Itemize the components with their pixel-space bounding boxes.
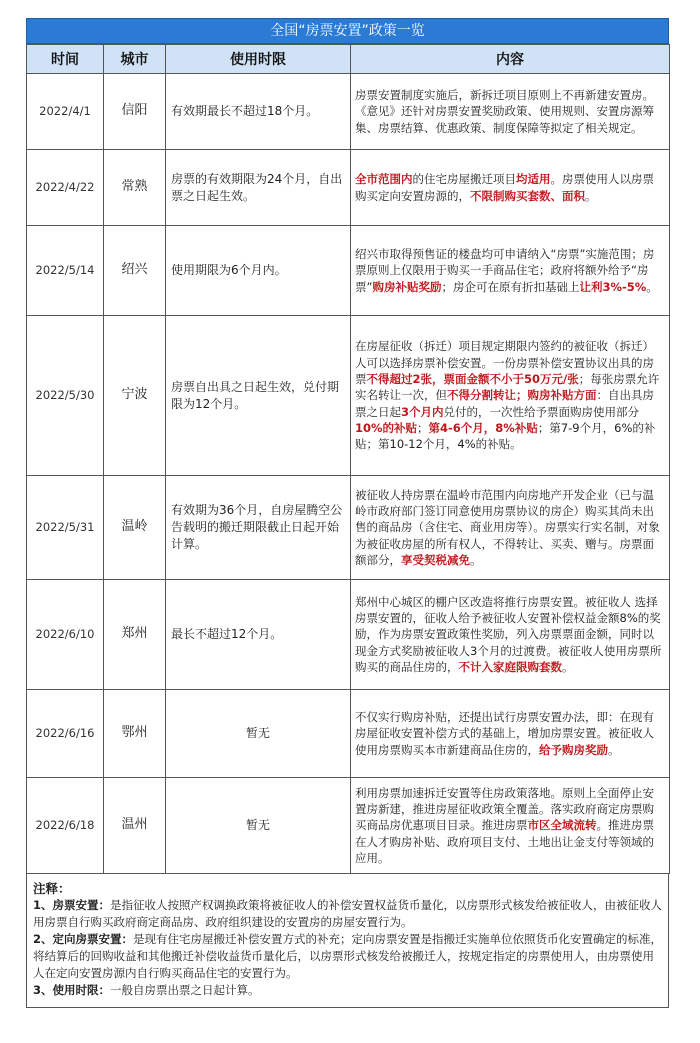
table-body xyxy=(27,74,670,874)
policy-table-container xyxy=(26,18,669,1008)
note-text: 一般自房票出票之日起计算。 xyxy=(110,983,260,997)
table-row xyxy=(27,150,670,226)
row-content xyxy=(351,778,670,874)
policy-table xyxy=(26,44,670,874)
row-period: 有效期最长不超过18个月。 xyxy=(166,74,351,150)
content-text: 郑州中心城区的棚户区改造将推行房票安置。被征收人 选择房票安置的，征收人给予被征收人安置补偿权益金额8%的奖励，作为房票安置政策性奖励，列入房票票面金额，同时以现金方式奖励被征收人3个月的过渡费。被征收人使用房票所购买的商品住房的， xyxy=(355,594,662,674)
highlight-text: 全市范围内 xyxy=(355,172,413,187)
content-text: ；第7-9个月，6%的补贴；第10-12个月，4%的补贴。 xyxy=(355,420,656,452)
row-period: 有效期为36个月，自房屋腾空公告载明的搬迁期限截止日起开始计算。 xyxy=(166,476,351,580)
note-text: 是现有住宅房屋搬迁补偿安置方式的补充；定向房票安置是指搬迁实施单位依照货币化安置确定的标准，将结算后的回购收益和其他搬迁补偿收益货币量化后，以房票形式核发给被搬迁人，按规定指定的房票使用人，由房票使用人在定向安置房源内自行购买商品住宅的安置行为。 xyxy=(33,932,663,980)
row-date: 2022/6/10 xyxy=(27,580,104,690)
table-row xyxy=(27,476,670,580)
content-text: ；房企可在原有折扣基础上 xyxy=(441,279,580,294)
table-row xyxy=(27,316,670,476)
highlight-text: 享受契税减免 xyxy=(401,552,470,567)
row-period: 房票的有效期限为24个月，自出票之日起生效。 xyxy=(166,150,351,226)
row-city: 温州 xyxy=(104,778,166,874)
header-time: 时间 xyxy=(27,45,104,74)
row-content xyxy=(351,476,670,580)
table-title: 全国“房票安置”政策一览 xyxy=(26,18,669,44)
note-label: 2、定向房票安置： xyxy=(33,932,134,946)
content-text: 被征收人持房票在温岭市范围内向房地产开发企业（已与温岭市政府部门签订同意使用房票协议的房企）购买其尚未出售的商品房（含住宅、商业用房等）。房票实行实名制，对象为被征收房屋的所有权人，不得转让、买卖、赠与。房票面额部分， xyxy=(355,487,660,567)
highlight-text: 购房补贴奖励 xyxy=(372,279,442,294)
row-content xyxy=(351,580,670,690)
table-row xyxy=(27,690,670,778)
row-date: 2022/6/16 xyxy=(27,690,104,778)
highlight-text: 不得分割转让；购房补贴方面 xyxy=(447,388,597,403)
content-text: ：自出具房票之日起 xyxy=(355,388,654,419)
row-period: 最长不超过12个月。 xyxy=(166,580,351,690)
row-city: 宁波 xyxy=(104,316,166,476)
content-text: 在房屋征收（拆迁）项目规定期限内签约的被征收（拆迁）人可以选择房票补偿安置。一份房票补偿安置协议出具的房票 xyxy=(355,339,654,387)
header-row xyxy=(27,45,670,74)
notes-list xyxy=(33,897,662,999)
row-city: 信阳 xyxy=(104,74,166,150)
content-text: 。 xyxy=(585,188,597,203)
row-content xyxy=(351,316,670,476)
highlight-text: 给予购房奖励 xyxy=(539,742,608,757)
row-period: 使用期限为6个月内。 xyxy=(166,226,351,316)
row-date: 2022/4/22 xyxy=(27,150,104,226)
content-text: 的住宅房屋搬迁项目 xyxy=(412,172,516,187)
content-text: 。 xyxy=(562,659,574,674)
content-text: 利用房票加速拆迁安置等住房政策落地。原则上全面停止安置房新建，推进房屋征收政策全覆盖。落实政府商定房票购买商品房优惠项目目录。推进房票 xyxy=(355,785,654,833)
row-content xyxy=(351,74,670,150)
content-text: 不仅实行购房补贴，还提出试行房票安置办法，即：在现有房屋征收安置补偿方式的基础上，增加房票安置。被征收人使用房票购买本市新建商品住房的， xyxy=(355,710,654,757)
row-content xyxy=(351,150,670,226)
content-text: 绍兴市取得预售证的楼盘均可申请纳入“房票”实施范围；房票原则上仅限用于购买一手商品住宅；政府将额外给予“房票” xyxy=(355,247,655,294)
highlight-text: 市区全域流转 xyxy=(527,818,597,833)
row-content xyxy=(351,226,670,316)
content-text: 。 xyxy=(608,742,620,757)
notes-heading: 注释： xyxy=(33,881,71,896)
content-text: 。房票使用人以房票购买定向安置房源的， xyxy=(355,172,654,203)
content-text: ； xyxy=(417,420,429,435)
row-content xyxy=(351,690,670,778)
content-text: ；每张房票允许实名转让一次，但 xyxy=(355,372,660,403)
highlight-text: 第4-6个月，8%补贴 xyxy=(428,420,538,435)
row-date: 2022/5/31 xyxy=(27,476,104,580)
row-date: 2022/5/30 xyxy=(27,316,104,476)
row-date: 2022/5/14 xyxy=(27,226,104,316)
highlight-text: 不得超过2张，票面金额不小于50万元/张 xyxy=(366,372,579,387)
content-text: 。 xyxy=(470,552,482,567)
row-period: 房票自出具之日起生效，兑付期限为12个月。 xyxy=(166,316,351,476)
note-item xyxy=(33,931,662,982)
row-date: 2022/6/18 xyxy=(27,778,104,874)
note-label: 1、房票安置： xyxy=(33,898,111,912)
highlight-text: 不限制购买套数、面积 xyxy=(470,188,585,203)
content-text: 兑付的，一次性给予票面购房使用部分 xyxy=(443,404,640,419)
notes-section xyxy=(26,874,669,1008)
row-city: 绍兴 xyxy=(104,226,166,316)
content-text: 。 xyxy=(646,279,658,294)
row-city: 常熟 xyxy=(104,150,166,226)
row-period: 暂无 xyxy=(166,778,351,874)
content-text: 房票安置制度实施后，新拆迁项目原则上不再新建安置房。《意见》还针对房票安置奖励政策、使用规则、安置房源筹集、房票结算、优惠政策、制度保障等拟定了相关规定。 xyxy=(355,88,654,135)
header-content: 内容 xyxy=(351,45,670,74)
note-label: 3、使用时限： xyxy=(33,983,111,997)
content-text: 。推进房票在人才购房补贴、政府项目支付、土地出让金支付等领域的应用。 xyxy=(355,818,654,865)
table-row xyxy=(27,226,670,316)
row-date: 2022/4/1 xyxy=(27,74,104,150)
highlight-text: 均适用 xyxy=(516,172,551,187)
header-city: 城市 xyxy=(104,45,166,74)
header-period: 使用时限 xyxy=(166,45,351,74)
highlight-text: 3个月内 xyxy=(401,404,444,419)
note-text: 是指征收人按照产权调换政策将被征收人的补偿安置权益货币量化，以房票形式核发给被征收人，由被征收人用房票自行购买政府商定商品房、政府组织建设的安置房的房屋安置行为。 xyxy=(33,898,663,929)
row-city: 温岭 xyxy=(104,476,166,580)
note-item xyxy=(33,982,662,999)
table-row xyxy=(27,778,670,874)
row-city: 鄂州 xyxy=(104,690,166,778)
table-row xyxy=(27,74,670,150)
table-row xyxy=(27,580,670,690)
highlight-text: 不计入家庭限购套数 xyxy=(458,659,562,674)
row-city: 郑州 xyxy=(104,580,166,690)
note-item xyxy=(33,897,662,931)
highlight-text: 让利3%-5% xyxy=(579,279,647,294)
highlight-text: 10%的补贴 xyxy=(355,420,418,435)
row-period: 暂无 xyxy=(166,690,351,778)
